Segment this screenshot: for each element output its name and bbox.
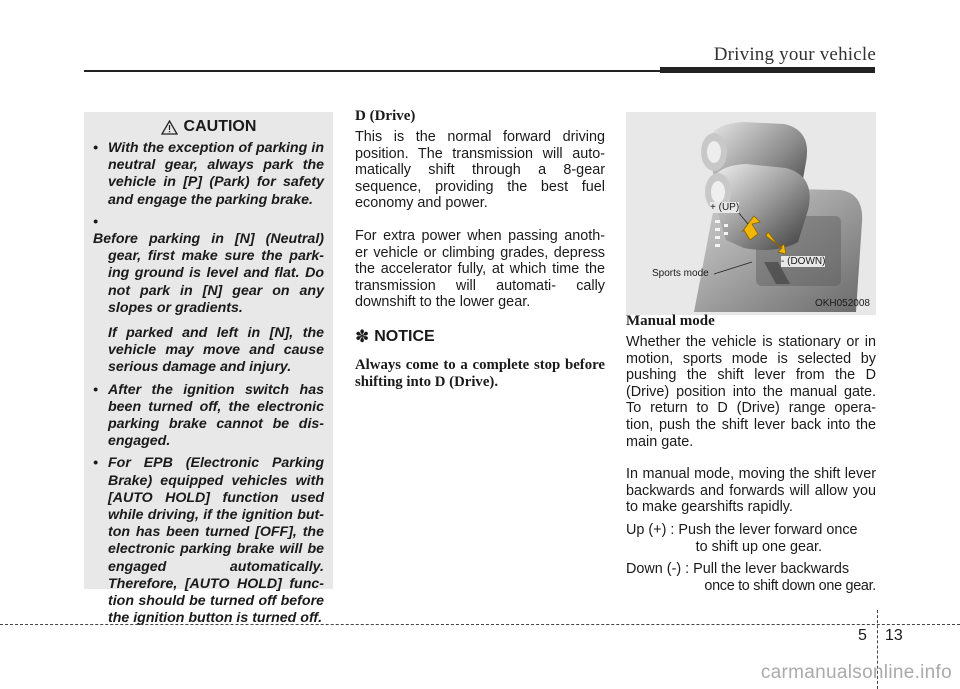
caution-item: • With the exception of parking in neutral gear, always park the vehicle in [P] (Park) for safety and engage the parking brake. [93,140,324,209]
caution-title: CAUTION [183,118,257,135]
drive-heading: D (Drive) [355,108,416,124]
notice-title: NOTICE [374,327,435,345]
label-up: + (UP) [710,202,740,213]
shift-up-instruction: Up (+) : Push the lever forward once to shift up one gear. [626,521,858,555]
manual-paragraph: Whether the vehicle is stationary or in motion, sports mode is selected by pushing the shift lever from the D (Drive) position into the manual gate. To return to D (Drive) range opera- tion, push the shift lever back into the main gate. [626,334,876,450]
manual-mode-section [626,313,876,600]
manual-heading: Manual mode [626,313,715,329]
watermark[interactable]: carmanualsonline.info [760,662,952,683]
drive-paragraph: This is the normal forward driving position. The transmission will auto- matically shift through a 8-gear sequence, providing the best fuel economy and power. [355,129,605,212]
drive-paragraph: For extra power when passing anoth- er vehicle or climbing grades, depress the accelerator fully, at which time the transmission will automati- cally downshift to the lower gear. [355,227,605,311]
manual-paragraph: In manual mode, moving the shift lever backwards and forwards will allow you to make gearshifts rapidly. [626,466,876,516]
notice-header [355,327,605,347]
caution-item: • Before parking in [N] (Neutral) gear, first make sure the park- ing ground is level and flat. Do not park in [N] gear on any slopes or gradients. If parked and left in [N], the vehicle may move and cause serious damage and injury. [93,214,324,377]
shift-lever-figure [626,112,876,315]
figure-code: OKH052008 [814,298,870,309]
drive-section [355,108,605,391]
warning-icon [161,120,178,135]
caution-list [93,140,324,627]
caution-header [93,118,324,136]
section-title: Driving your vehicle [713,44,876,65]
caution-item: • After the ignition switch has been turned off, the electronic parking brake cannot be dis- engaged. [93,382,324,451]
caution-box [84,112,333,627]
page-number: 13 [885,627,903,644]
caution-item: • For EPB (Electronic Parking Brake) equipped vehicles with [AUTO HOLD] function used while driving, if the ignition but- ton has been turned [OFF], the electronic parking brake will be engaged automatically. Therefore, [AUTO HOLD] func- tion should be turned off before the ignition button is turned off. [93,455,324,627]
header-rule-accent [660,67,875,73]
caution-sub-paragraph: If parked and left in [N], the vehicle may move and cause serious damage and injury. [108,325,324,376]
chapter-number: 5 [858,627,867,644]
shift-lever-illustration [626,112,876,315]
label-sports-mode: Sports mode [652,268,709,279]
notice-icon: ✽ [355,326,370,346]
footer-rule [0,624,960,625]
label-down: - (DOWN) [781,256,826,267]
notice-text: Always come to a complete stop before shifting into D (Drive). [355,356,605,390]
shift-down-instruction: Down (-) : Pull the lever backwards once to shift down one gear. [626,561,876,594]
